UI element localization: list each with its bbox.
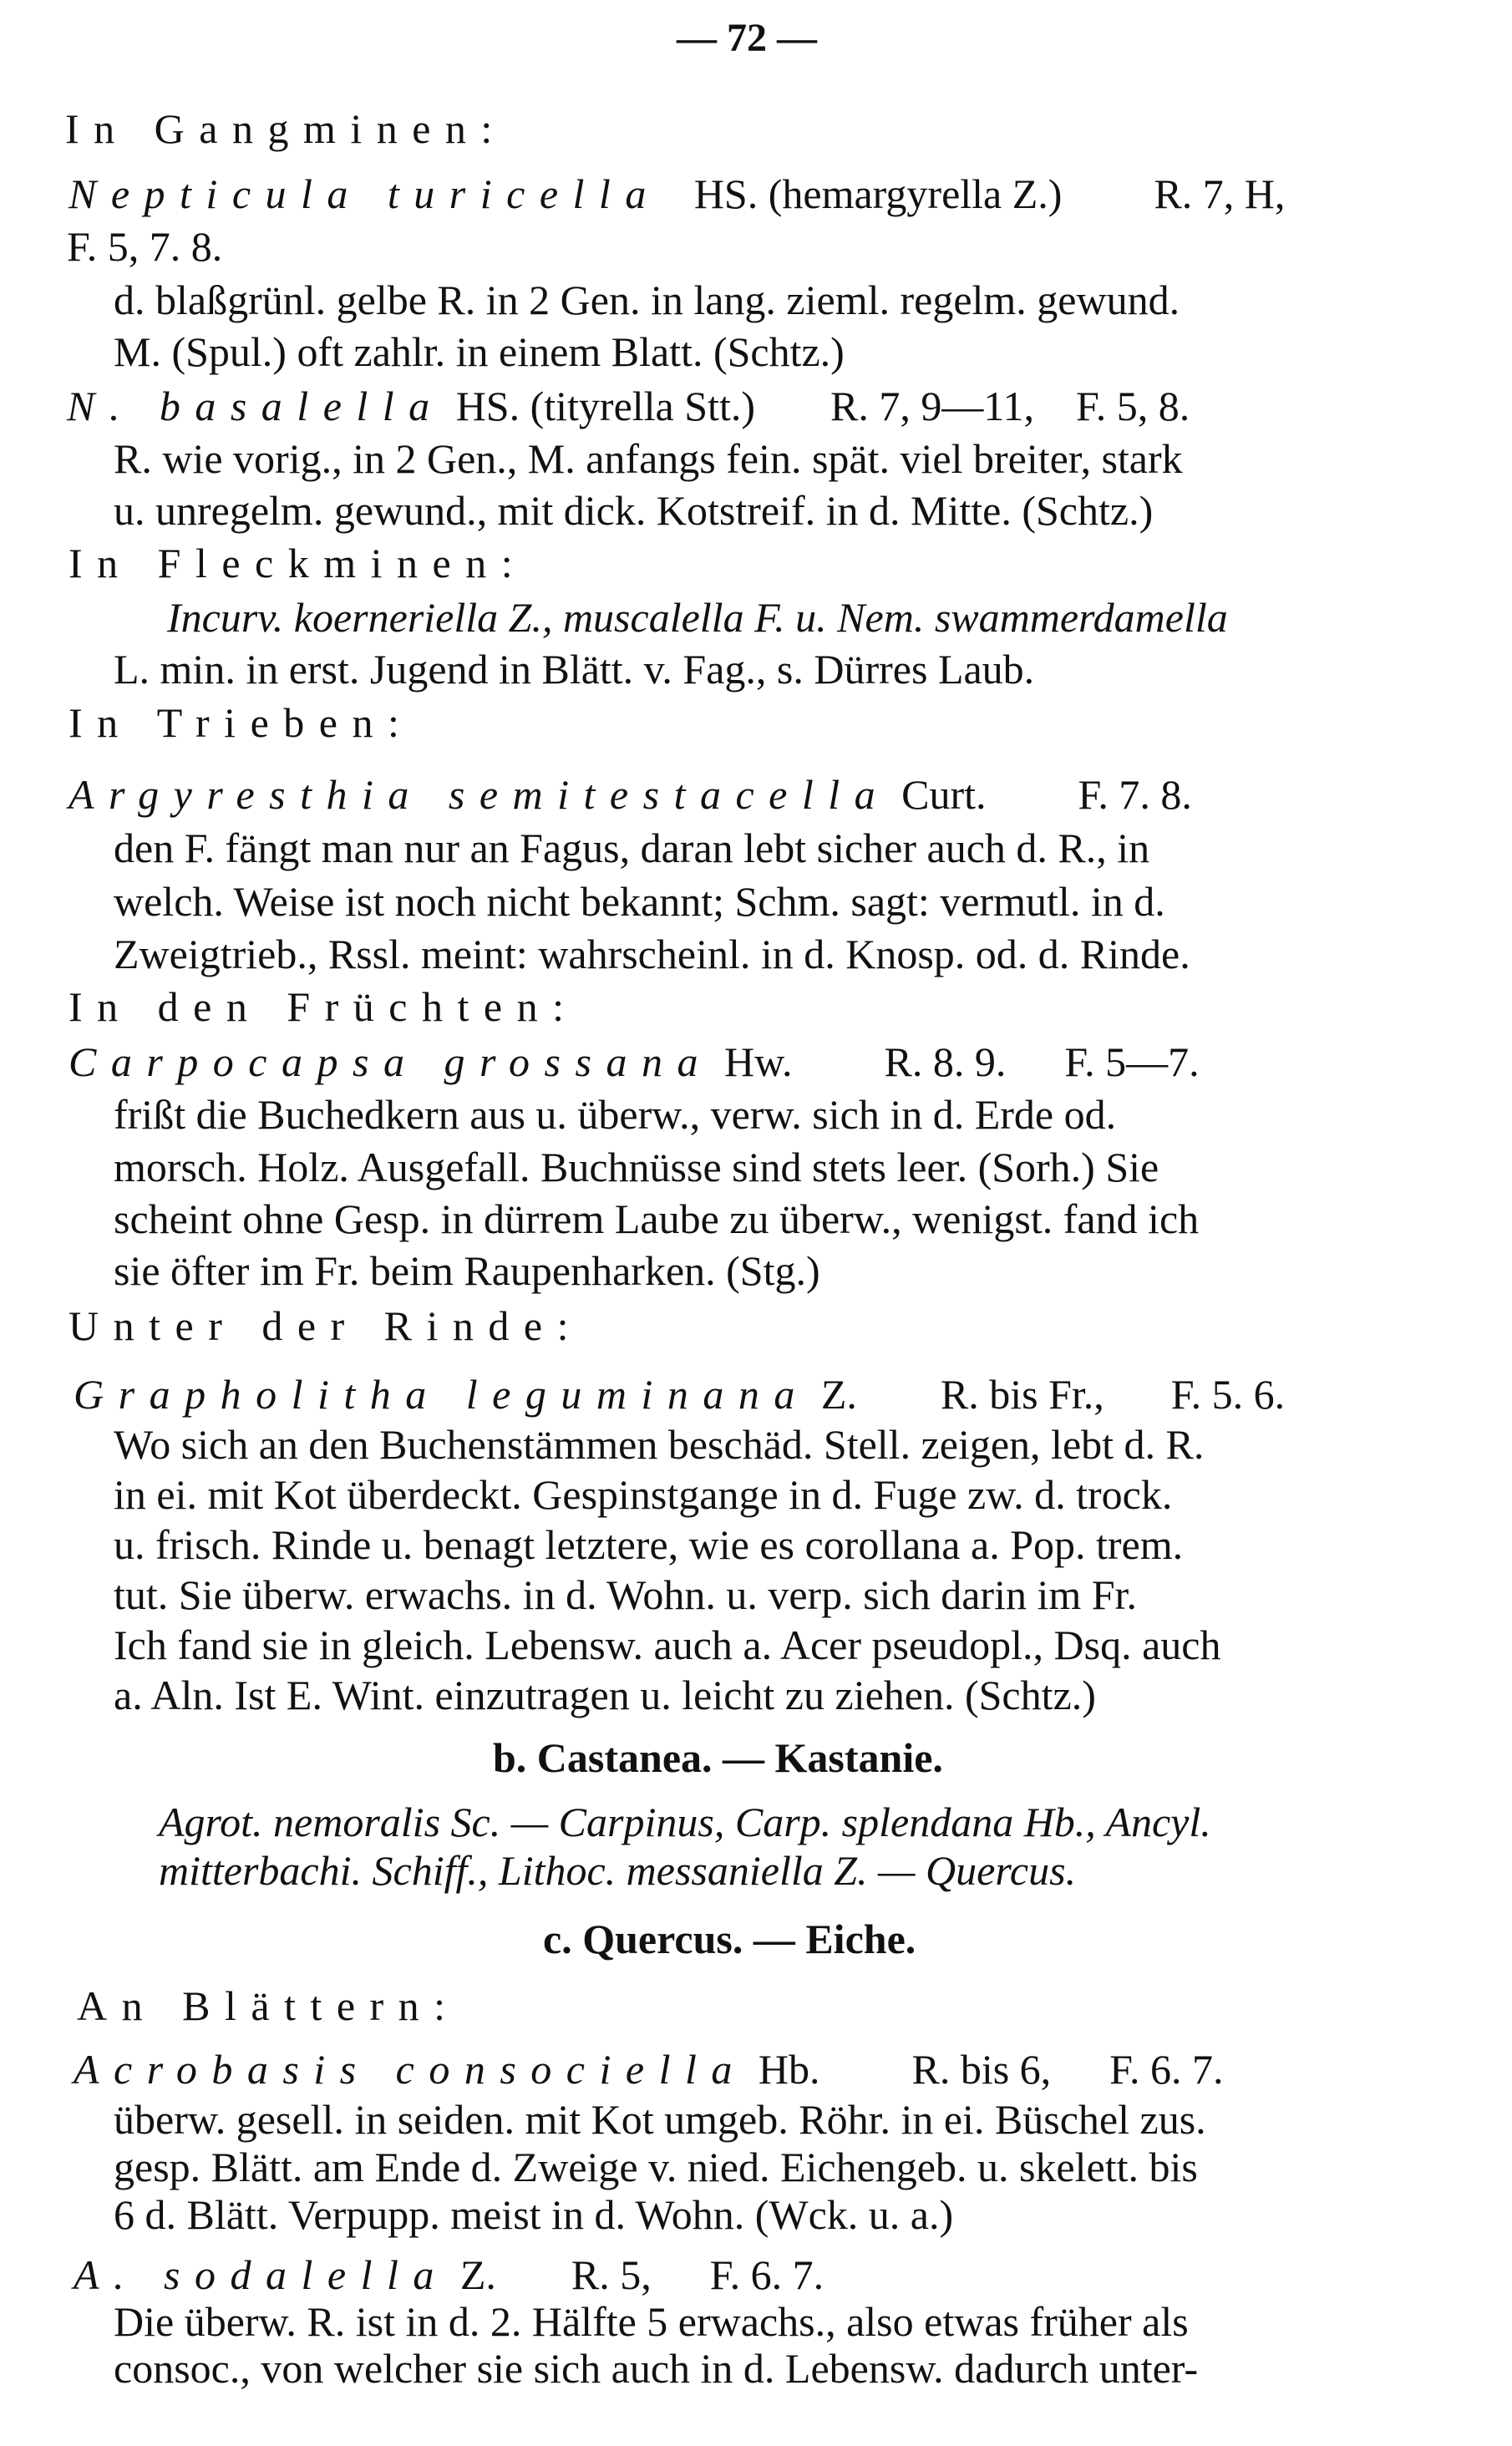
text-line [68,170,1285,218]
line-text: a. Aln. Ist E. Wint. einzutragen u. leicht zu ziehen. (Schtz.) [114,1672,1096,1718]
text-line [114,1246,820,1295]
line-segment: R. bis 6, [911,2046,1052,2093]
text-line [74,2251,824,2299]
line-segment: F. 5—7. [1064,1038,1200,1085]
line-segment: HS. (tityrella Stt.) [455,383,755,429]
line-text: Die überw. R. ist in d. 2. Hälfte 5 erwachs., also etwas früher als [114,2298,1189,2345]
text-line [114,486,1153,535]
line-segment: R. 5, [571,2251,652,2298]
line-text: Wo sich an den Buchenstämmen beschäd. Stell. zeigen, lebt d. R. [114,1421,1205,1468]
line-segment: Z. [459,2251,496,2298]
line-text: c. Quercus. — Eiche. [543,1916,916,1962]
line-text: welch. Weise ist noch nicht bekannt; Schm. sagt: vermutl. in d. [114,878,1165,925]
line-segment: F. 6. 7. [1109,2046,1224,2093]
line-text: Unter der Rinde: [68,1302,584,1349]
line-text: F. 5, 7. 8. [67,223,223,270]
line-text: R. wie vorig., in 2 Gen., M. anfangs fein. spät. viel breiter, stark [114,435,1183,482]
line-text: Zweigtrieb., Rssl. meint: wahrscheinl. in d. Knosp. od. d. Rinde. [114,931,1190,977]
line-segment: Curt. [901,771,987,818]
text-line [67,222,222,271]
text-line [68,1038,1200,1086]
line-text: M. (Spul.) oft zahlr. in einem Blatt. (Schtz.) [114,328,845,375]
text-line [68,982,578,1031]
line-text: tut. Sie überw. erwachs. in d. Wohn. u. verp. sich darin im Fr. [114,1571,1137,1618]
text-line [114,1571,1137,1619]
line-text: Carpocapsa grossana [68,1038,713,1085]
text-line [114,1671,1096,1719]
text-line [114,645,1034,693]
text-line [114,1470,1172,1519]
line-text: Grapholitha leguminana [74,1371,809,1418]
line-segment: F. 5, 8. [1076,383,1190,429]
line-text: N. basalella [67,383,444,429]
line-segment: R. bis Fr., [940,1371,1104,1418]
line-segment: F. 5. 6. [1170,1371,1286,1418]
line-segment: F. 6. 7. [709,2251,824,2298]
line-segment: Hw. [723,1038,793,1085]
line-segment: R. 7, H, [1154,170,1286,217]
text-line [114,824,1149,872]
line-text: In den Früchten: [68,983,579,1030]
line-text: scheint ohne Gesp. in dürrem Laube zu überw., wenigst. fand ich [114,1195,1200,1242]
text-line [114,1621,1221,1669]
text-line [114,2190,953,2239]
line-text: In Fleckminen: [68,540,528,586]
line-text: An Blättern: [77,1982,460,2029]
line-text: d. blaßgrünl. gelbe R. in 2 Gen. in lang. zieml. regelm. gewund. [114,277,1180,323]
line-text: den F. fängt man nur an Fagus, daran lebt sicher auch d. R., in [114,825,1150,871]
text-line [167,593,1228,642]
line-text: In Trieben: [68,699,414,746]
line-text: Agrot. nemoralis Sc. — Carpinus, Carp. splendana Hb., Ancyl. [159,1799,1211,1845]
line-text: u. frisch. Rinde u. benagt letztere, wie es corollana a. Pop. trem. [114,1521,1184,1568]
line-text: In Gangminen: [65,105,507,152]
text-line [159,1846,1076,1895]
text-line [114,276,1180,324]
text-line [68,770,1192,819]
line-text: A. sodalella [74,2251,449,2298]
line-segment: R. 8. 9. [884,1038,1007,1085]
text-line [68,1302,583,1350]
text-line [114,1090,1116,1139]
text-line [68,698,414,747]
line-segment: R. 7, 9—11, [830,383,1034,429]
text-line [114,434,1183,483]
text-line [114,2143,1198,2191]
line-segment: F. 7. 8. [1078,771,1192,818]
text-line [114,1520,1183,1569]
line-segment: Z. [820,1371,857,1418]
line-segment: Hb. [758,2046,820,2093]
text-line [65,104,507,153]
line-text: Incurv. koerneriella Z., muscalella F. u. Nem. swammerdamella [167,594,1228,641]
text-line [74,2045,1223,2093]
line-text: Argyresthia semitestacella [68,771,890,818]
line-text: morsch. Holz. Ausgefall. Buchnüsse sind stets leer. (Sorh.) Sie [114,1144,1159,1190]
text-line [114,877,1165,926]
line-text: Nepticula turicella [68,170,661,217]
text-line [114,930,1190,978]
line-text: gesp. Blätt. am Ende d. Zweige v. nied. Eichengeb. u. skelett. bis [114,2144,1198,2190]
line-text: 6 d. Blätt. Verpupp. meist in d. Wohn. (Wck. u. a.) [114,2191,954,2238]
line-text: frißt die Buchedkern aus u. überw., verw. sich in d. Erde od. [114,1091,1117,1138]
line-text: L. min. in erst. Jugend in Blätt. v. Fag., s. Dürres Laub. [114,646,1035,693]
text-line [77,1982,460,2030]
text-line [159,1798,1211,1846]
text-line [543,1915,916,1963]
text-line [114,1143,1159,1191]
line-text: Acrobasis consociella [74,2046,747,2093]
text-line [114,1195,1199,1243]
text-line [114,1420,1204,1469]
line-text: sie öfter im Fr. beim Raupenharken. (Stg.) [114,1247,820,1294]
text-line [114,2344,1198,2393]
line-text: Ich fand sie in gleich. Lebensw. auch a. Acer pseudopl., Dsq. auch [114,1621,1221,1668]
text-line [114,2297,1189,2346]
line-text: consoc., von welcher sie sich auch in d. Lebensw. dadurch unter- [114,2345,1199,2392]
line-segment: HS. (hemargyrella Z.) [693,170,1063,217]
page-number: — 72 — [677,16,817,60]
line-text: in ei. mit Kot überdeckt. Gespinstgange in d. Fuge zw. d. trock. [114,1471,1173,1518]
line-text: u. unregelm. gewund., mit dick. Kotstreif. in d. Mitte. (Schtz.) [114,487,1154,534]
text-line [114,2095,1206,2144]
text-line [68,539,527,587]
line-text: überw. gesell. in seiden. mit Kot umgeb. Röhr. in ei. Büschel zus. [114,2096,1206,2143]
text-line [114,327,845,376]
line-text: b. Castanea. — Kastanie. [493,1734,943,1781]
text-line [67,382,1190,430]
line-text: mitterbachi. Schiff., Lithoc. messaniella Z. — Quercus. [159,1847,1077,1894]
text-line [493,1733,943,1782]
text-line [74,1370,1285,1418]
